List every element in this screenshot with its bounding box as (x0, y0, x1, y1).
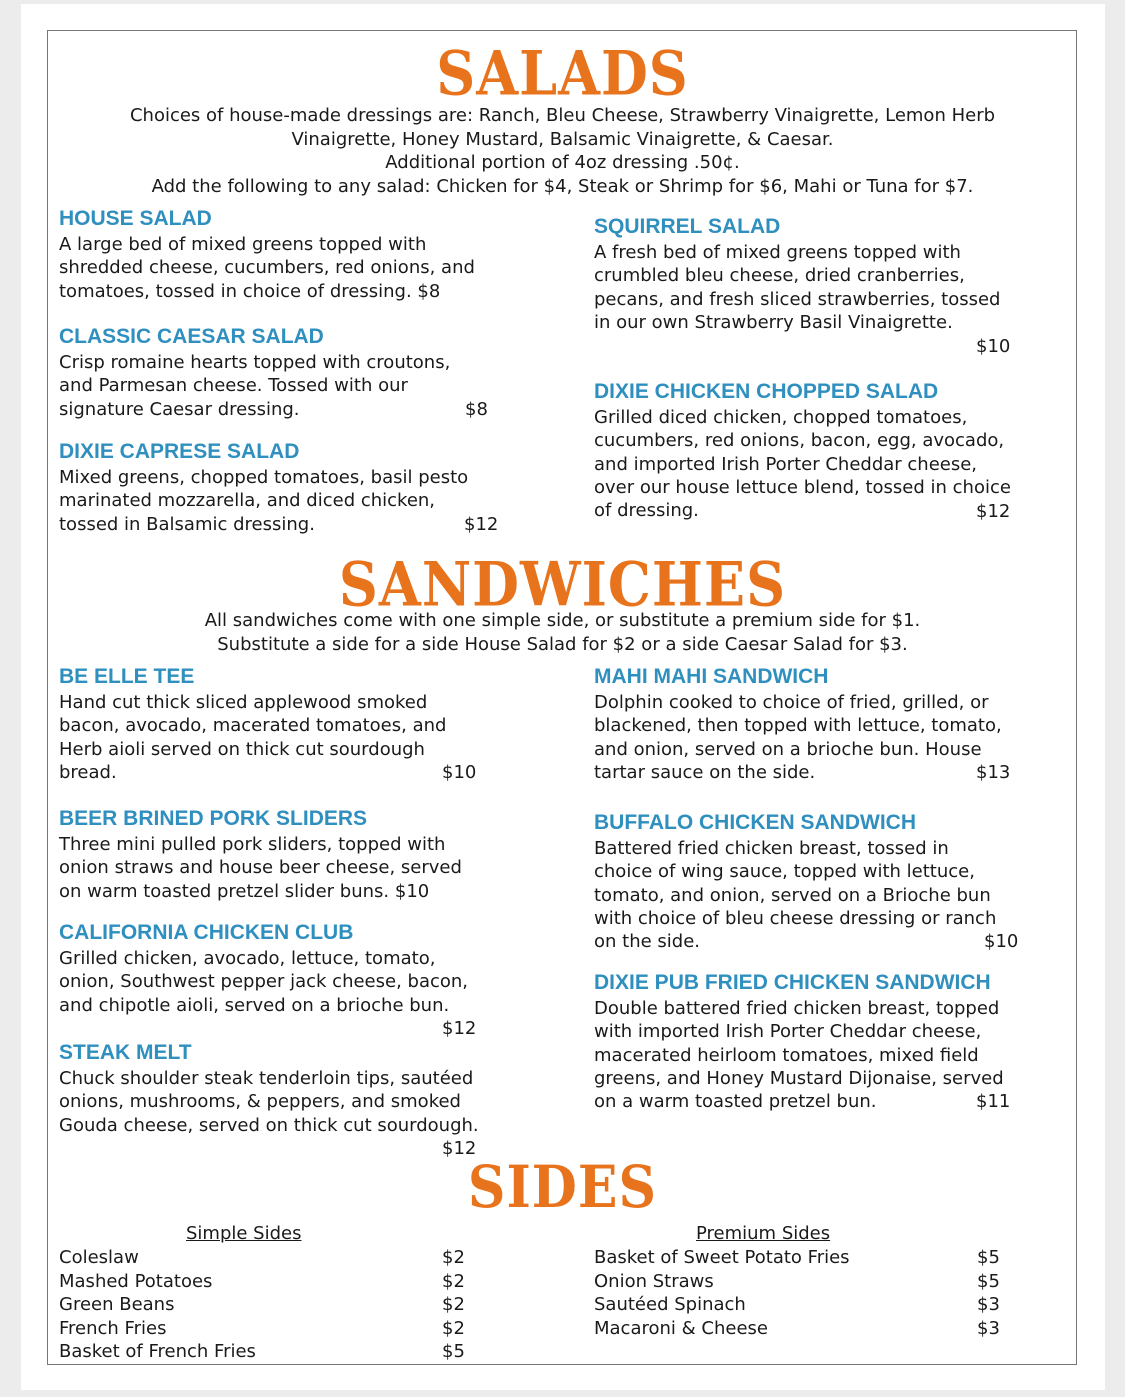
mahi-mahi-sandwich-title: MAHI MAHI SANDWICH (594, 665, 829, 688)
description-line: marinated mozzarella, and diced chicken, (59, 490, 436, 512)
dixie-pub-fried-chicken-sandwich-title: DIXIE PUB FRIED CHICKEN SANDWICH (594, 971, 991, 994)
description-line: and chipotle aioli, served on a brioche bun. (59, 994, 450, 1016)
description-line: bread. (59, 761, 117, 783)
dixie-chicken-chopped-salad-price: $12 (976, 501, 1011, 522)
description-line: signature Caesar dressing. (59, 398, 300, 420)
side-item-price: $2 (442, 1318, 465, 1339)
side-item-name: French Fries (59, 1318, 167, 1339)
description-line: macerated heirloom tomatoes, mixed field (594, 1044, 979, 1066)
description-line: shredded cheese, cucumbers, red onions, and (59, 257, 475, 279)
side-item-price: $2 (442, 1271, 465, 1292)
classic-caesar-salad-description (59, 351, 450, 421)
description-line: on the side. (594, 931, 701, 953)
side-item-price: $2 (442, 1247, 465, 1268)
sides-title: SIDES (467, 1153, 658, 1222)
description-line: Grilled diced chicken, chopped tomatoes, (594, 407, 968, 428)
description-line: Gouda cheese, served on thick cut sourdough. (59, 1114, 479, 1136)
dixie-pub-fried-chicken-sandwich-price: $11 (976, 1091, 1011, 1112)
description-line: Herb aioli served on thick cut sourdough (59, 738, 425, 760)
description-line: bacon, avocado, macerated tomatoes, and (59, 715, 447, 737)
description-line: tossed in Balsamic dressing. (59, 513, 315, 535)
beer-brined-pork-sliders-title: BEER BRINED PORK SLIDERS (59, 807, 368, 830)
side-item-name: Green Beans (59, 1294, 175, 1315)
description-line: tartar sauce on the side. (594, 761, 816, 783)
description-line: Dolphin cooked to choice of fried, grilled, or (594, 692, 989, 713)
dixie-caprese-salad-price: $12 (464, 514, 499, 535)
description-line: onions, mushrooms, & peppers, and smoked (59, 1091, 461, 1113)
squirrel-salad-price: $10 (976, 336, 1011, 357)
side-item-name: Basket of Sweet Potato Fries (594, 1247, 850, 1268)
description-line: on a warm toasted pretzel bun. (594, 1091, 877, 1113)
squirrel-salad-description (594, 241, 1000, 334)
side-item-name: Basket of French Fries (59, 1341, 256, 1362)
description-line: with imported Irish Porter Cheddar cheese, (594, 1021, 982, 1043)
description-line: in our own Strawberry Basil Vinaigrette. (594, 311, 953, 333)
description-line: on warm toasted pretzel slider buns. $10 (59, 880, 430, 902)
california-chicken-club-title: CALIFORNIA CHICKEN CLUB (59, 921, 354, 944)
california-chicken-club-description (59, 947, 468, 1017)
be-elle-tee-description (59, 691, 446, 784)
sandwiches-intro-line: Substitute a side for a side House Salad for $2 or a side Caesar Salad for $3. (217, 633, 908, 655)
house-salad-title: HOUSE SALAD (59, 207, 212, 230)
side-item-name: Macaroni & Cheese (594, 1318, 768, 1339)
description-line: and onion, served on a brioche bun. House (594, 738, 982, 760)
description-line: with choice of bleu cheese dressing or ranch (594, 907, 997, 929)
simple-sides-heading: Simple Sides (186, 1223, 302, 1244)
side-item-name: Onion Straws (594, 1271, 714, 1292)
buffalo-chicken-sandwich-description (594, 837, 996, 953)
salads-intro-line: Add the following to any salad: Chicken for $4, Steak or Shrimp for $6, Mahi or Tuna for $7. (151, 175, 974, 197)
be-elle-tee-title: BE ELLE TEE (59, 665, 195, 688)
steak-melt-description (59, 1067, 479, 1137)
premium-sides-heading: Premium Sides (696, 1223, 831, 1244)
description-line: onion straws and house beer cheese, served (59, 857, 462, 879)
description-line: greens, and Honey Mustard Dijonaise, served (594, 1067, 1004, 1089)
house-salad-description (59, 233, 475, 303)
description-line: Chuck shoulder steak tenderloin tips, sautéed (59, 1068, 474, 1089)
description-line: tomato, and onion, served on a Brioche bun (594, 884, 991, 906)
description-line: choice of wing sauce, topped with lettuce, (594, 861, 975, 883)
side-item-name: Sautéed Spinach (594, 1294, 746, 1315)
description-line: Crisp romaine hearts topped with croutons, (59, 352, 451, 373)
sandwiches-intro-line: All sandwiches come with one simple side, or substitute a premium side for $1. (204, 610, 921, 631)
buffalo-chicken-sandwich-title: BUFFALO CHICKEN SANDWICH (594, 811, 916, 834)
salads-title: SALADS (436, 37, 689, 109)
description-line: of dressing. (594, 500, 699, 522)
side-item-price: $2 (442, 1294, 465, 1315)
description-line: and imported Irish Porter Cheddar cheese, (594, 453, 978, 475)
dixie-pub-fried-chicken-sandwich-description (594, 997, 1004, 1113)
salads-intro-line: Additional portion of 4oz dressing .50¢. (385, 152, 740, 173)
description-line: tomatoes, tossed in choice of dressing. $8 (59, 280, 441, 302)
description-line: Hand cut thick sliced applewood smoked (59, 692, 428, 713)
mahi-mahi-sandwich-description (594, 691, 1002, 784)
salads-intro-line: Vinaigrette, Honey Mustard, Balsamic Vinaigrette, & Caesar. (291, 128, 834, 150)
description-line: Grilled chicken, avocado, lettuce, tomato, (59, 948, 436, 969)
steak-melt-title: STEAK MELT (59, 1041, 192, 1064)
beer-brined-pork-sliders-description (59, 833, 462, 903)
salads-intro (0, 104, 1125, 198)
description-line: crumbled bleu cheese, dried cranberries, (594, 265, 965, 287)
side-item-price: $5 (442, 1341, 465, 1362)
sandwiches-title: SANDWICHES (338, 548, 787, 620)
description-line: onion, Southwest pepper jack cheese, bacon, (59, 971, 469, 993)
side-item-price: $5 (977, 1271, 1000, 1292)
california-chicken-club-price: $12 (442, 1018, 477, 1039)
side-item-price: $5 (977, 1247, 1000, 1268)
side-item-price: $3 (977, 1318, 1000, 1339)
steak-melt-price: $12 (442, 1138, 477, 1159)
sandwiches-intro (0, 609, 1125, 656)
dixie-caprese-salad-description (59, 466, 468, 536)
buffalo-chicken-sandwich-price: $10 (984, 931, 1019, 952)
description-line: over our house lettuce blend, tossed in choice (594, 476, 1011, 498)
description-line: and Parmesan cheese. Tossed with our (59, 375, 408, 397)
description-line: Double battered fried chicken breast, topped (594, 998, 1000, 1019)
salads-intro-line: Choices of house-made dressings are: Ranch, Bleu Cheese, Strawberry Vinaigrette, Lemon Herb (129, 105, 996, 126)
be-elle-tee-price: $10 (442, 762, 477, 783)
description-line: Three mini pulled pork sliders, topped with (59, 834, 446, 855)
side-item-name: Coleslaw (59, 1247, 139, 1268)
mahi-mahi-sandwich-price: $13 (976, 762, 1011, 783)
description-line: A large bed of mixed greens topped with (59, 234, 427, 255)
description-line: Battered fried chicken breast, tossed in (594, 838, 949, 859)
classic-caesar-salad-title: CLASSIC CAESAR SALAD (59, 325, 324, 348)
dixie-chicken-chopped-salad-title: DIXIE CHICKEN CHOPPED SALAD (594, 380, 939, 403)
squirrel-salad-title: SQUIRREL SALAD (594, 215, 781, 238)
side-item-name: Mashed Potatoes (59, 1271, 213, 1292)
description-line: Mixed greens, chopped tomatoes, basil pesto (59, 467, 469, 488)
description-line: pecans, and fresh sliced strawberries, tossed (594, 288, 1001, 310)
description-line: blackened, then topped with lettuce, tomato, (594, 715, 1002, 737)
description-line: A fresh bed of mixed greens topped with (594, 242, 961, 263)
side-item-price: $3 (977, 1294, 1000, 1315)
dixie-chicken-chopped-salad-description (594, 406, 1011, 522)
description-line: cucumbers, red onions, bacon, egg, avocado, (594, 430, 1005, 452)
classic-caesar-salad-price: $8 (465, 399, 488, 420)
dixie-caprese-salad-title: DIXIE CAPRESE SALAD (59, 440, 300, 463)
